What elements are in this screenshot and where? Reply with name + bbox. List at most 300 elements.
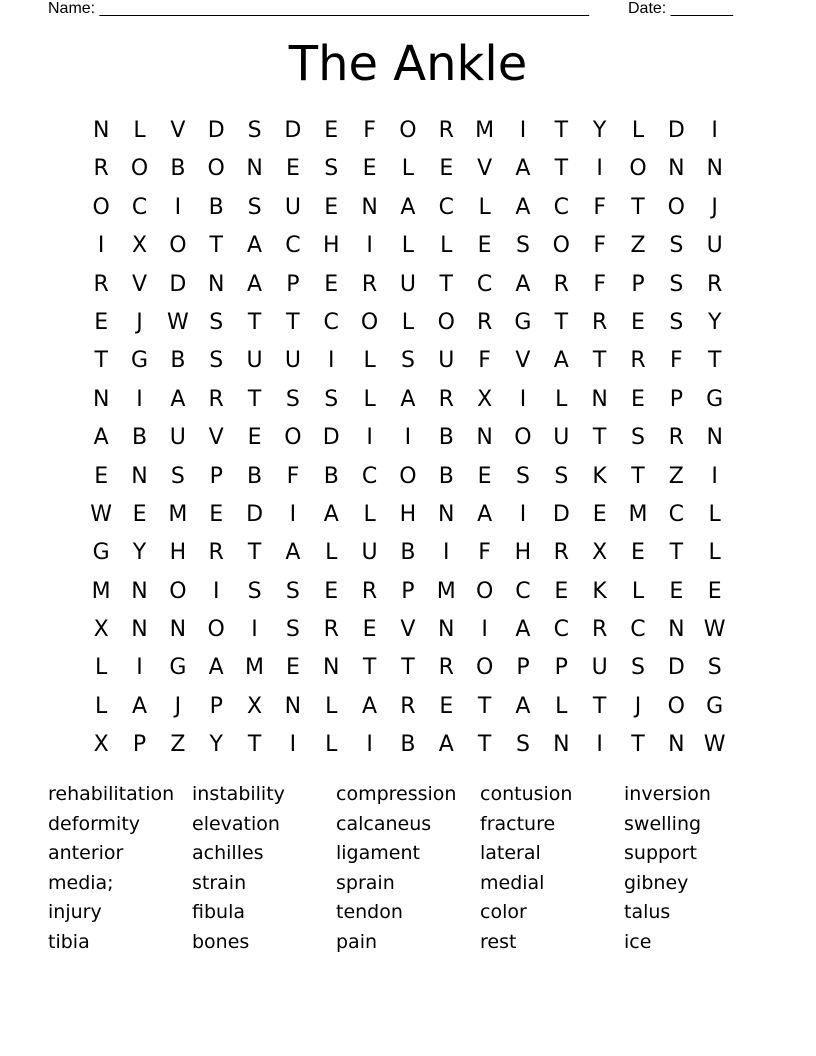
grid-letter: M [91, 578, 111, 604]
grid-letter: C [131, 194, 148, 220]
grid-letter: C [361, 463, 378, 489]
grid-letter: S [669, 271, 684, 297]
grid-letter: A [247, 271, 263, 297]
grid-letter: A [515, 693, 531, 719]
grid-letter: I [404, 425, 412, 451]
grid-letter: W [703, 617, 726, 643]
grid-letter: R [630, 348, 646, 374]
grid-letter: V [208, 425, 224, 451]
grid-letter: D [284, 118, 302, 143]
grid-letter: E [362, 617, 377, 643]
grid-letter: T [554, 156, 569, 182]
grid-letter: Y [132, 540, 147, 566]
grid-letter: A [400, 194, 416, 220]
grid-letter: O [169, 578, 187, 604]
word-list-item: rest [480, 930, 517, 953]
grid-letter: O [667, 194, 685, 220]
grid-letter: S [285, 386, 300, 412]
grid-letter: L [325, 693, 338, 719]
grid-letter: I [366, 732, 373, 758]
grid-letter: S [170, 463, 185, 489]
grid-letter: L [478, 194, 491, 220]
grid-letter: N [438, 617, 455, 643]
grid-letter: F [478, 540, 491, 566]
grid-letter: R [361, 578, 378, 604]
grid-letter: C [553, 617, 569, 643]
grid-letter: T [247, 386, 262, 412]
grid-letter: U [284, 194, 301, 220]
grid-letter: X [93, 732, 109, 758]
word-list-item: tendon [336, 901, 403, 924]
grid-letter: L [708, 540, 721, 566]
grid-letter: I [212, 578, 220, 604]
grid-row [82, 573, 734, 611]
grid-letter: C [476, 271, 493, 297]
grid-letter: U [706, 233, 723, 259]
grid-letter: X [247, 693, 263, 719]
grid-letter: A [208, 655, 224, 681]
grid-row [82, 266, 734, 304]
grid-row [82, 419, 734, 457]
grid-letter: H [169, 540, 187, 566]
grid-letter: N [476, 425, 493, 451]
grid-letter: I [97, 233, 105, 259]
grid-letter: A [438, 732, 454, 758]
grid-letter: E [554, 578, 569, 604]
grid-letter: G [514, 309, 532, 335]
grid-letter: L [363, 386, 376, 412]
word-list [48, 780, 788, 958]
grid-letter: F [363, 118, 376, 143]
grid-letter: E [439, 693, 454, 719]
grid-letter: E [362, 156, 377, 182]
grid-letter: U [591, 655, 608, 681]
grid-letter: N [323, 655, 340, 681]
grid-letter: O [437, 309, 455, 335]
grid-letter: L [401, 233, 415, 259]
grid-letter: L [555, 386, 568, 412]
word-list-item: ligament [336, 842, 420, 865]
grid-letter: L [325, 732, 338, 758]
grid-letter: X [592, 540, 608, 566]
grid-letter: A [515, 194, 531, 220]
word-list-item: elevation [192, 812, 280, 835]
grid-letter: S [247, 118, 262, 143]
grid-letter: E [132, 501, 147, 527]
grid-letter: P [209, 693, 223, 719]
grid-letter: I [366, 233, 373, 259]
grid-letter: T [439, 271, 453, 297]
word-list-item: strain [192, 871, 247, 894]
grid-letter: O [207, 156, 225, 182]
grid-letter: Y [707, 309, 722, 335]
grid-letter: E [247, 425, 262, 451]
grid-letter: R [361, 271, 378, 297]
grid-row [82, 227, 734, 265]
grid-letter: T [362, 655, 377, 681]
grid-letter: I [366, 425, 373, 451]
grid-letter: N [92, 386, 110, 412]
grid-letter: P [516, 655, 530, 681]
grid-letter: C [323, 309, 339, 335]
grid-letter: M [168, 501, 188, 527]
grid-letter: U [438, 348, 455, 374]
date-field: Date: _______ [628, 0, 733, 17]
grid-letter: F [593, 194, 606, 220]
grid-letter: C [515, 578, 531, 604]
grid-letter: B [400, 540, 416, 566]
grid-letter: A [170, 386, 186, 412]
grid-letter: I [289, 501, 297, 527]
grid-letter: J [711, 194, 718, 220]
grid-letter: T [247, 309, 262, 335]
grid-letter: S [247, 194, 262, 220]
grid-row [82, 304, 734, 342]
grid-letter: B [323, 463, 339, 489]
grid-row [82, 189, 734, 227]
grid-letter: T [669, 540, 684, 566]
grid-letter: O [130, 156, 149, 182]
grid-letter: A [362, 693, 378, 719]
grid-letter: N [131, 617, 148, 643]
grid-letter: N [131, 578, 148, 604]
grid-letter: T [592, 693, 607, 719]
grid-letter: R [591, 617, 608, 643]
grid-letter: S [669, 309, 684, 335]
grid-letter: R [438, 386, 454, 412]
word-list-item: anterior [48, 842, 124, 865]
grid-letter: B [208, 194, 224, 220]
grid-letter: E [324, 578, 339, 604]
grid-letter: U [361, 540, 378, 566]
grid-letter: O [92, 194, 110, 220]
grid-letter: N [668, 732, 685, 758]
grid-letter: T [554, 309, 569, 335]
grid-row [82, 112, 734, 150]
grid-letter: S [324, 386, 339, 412]
grid-letter: E [477, 463, 492, 489]
grid-letter: I [443, 540, 450, 566]
grid-letter: R [553, 540, 569, 566]
grid-letter: K [592, 463, 607, 489]
grid-letter: B [438, 425, 454, 451]
grid-letter: V [515, 348, 531, 374]
grid-letter: S [400, 348, 415, 374]
grid-letter: R [93, 156, 109, 182]
grid-letter: S [209, 309, 224, 335]
grid-letter: M [245, 655, 265, 681]
grid-letter: S [669, 233, 684, 259]
grid-letter: L [363, 501, 376, 527]
grid-letter: E [324, 271, 339, 297]
grid-letter: R [438, 118, 454, 143]
grid-letter: E [592, 501, 607, 527]
grid-letter: R [553, 271, 569, 297]
grid-letter: S [631, 655, 645, 681]
grid-letter: D [169, 271, 187, 297]
grid-letter: B [170, 348, 186, 374]
grid-letter: N [92, 118, 110, 143]
grid-letter: B [131, 425, 148, 451]
grid-letter: F [670, 348, 683, 374]
grid-letter: Z [170, 732, 186, 758]
grid-letter: I [174, 194, 182, 220]
grid-letter: S [554, 463, 569, 489]
grid-letter: F [478, 348, 491, 374]
grid-row [82, 496, 734, 534]
word-list-item: compression [336, 783, 457, 805]
grid-letter: P [669, 386, 683, 412]
word-list-item: fracture [480, 812, 556, 835]
grid-letter: I [136, 386, 143, 412]
grid-letter: I [519, 501, 527, 527]
grid-letter: G [706, 693, 724, 719]
grid-letter: N [131, 463, 148, 489]
grid-letter: X [93, 617, 109, 643]
grid-letter: V [131, 271, 148, 297]
grid-letter: P [554, 655, 568, 681]
word-list-item: achilles [192, 842, 264, 865]
grid-letter: N [207, 271, 225, 297]
grid-letter: A [553, 348, 569, 374]
word-list-item: swelling [624, 812, 702, 835]
grid-letter: H [514, 540, 532, 566]
grid-letter: T [247, 540, 262, 566]
word-list-item: rehabilitation [48, 783, 175, 805]
grid-letter: L [631, 118, 645, 143]
grid-letter: U [399, 271, 416, 297]
grid-letter: E [94, 309, 109, 335]
grid-letter: E [285, 156, 300, 182]
grid-row [82, 381, 734, 419]
grid-letter: N [668, 617, 685, 643]
grid-letter: E [707, 578, 722, 604]
grid-letter: I [711, 118, 718, 143]
grid-row [82, 534, 734, 572]
grid-letter: T [707, 348, 722, 374]
grid-letter: O [552, 233, 570, 259]
grid-letter: S [515, 732, 530, 758]
grid-letter: Y [209, 732, 223, 758]
grid-letter: B [170, 156, 186, 182]
grid-letter: J [174, 693, 182, 719]
grid-letter: L [133, 118, 146, 143]
grid-letter: Z [668, 463, 684, 489]
grid-letter: A [323, 501, 339, 527]
word-list-item: injury [48, 901, 102, 924]
grid-letter: S [631, 425, 645, 451]
grid-letter: E [209, 501, 224, 527]
grid-letter: I [136, 655, 143, 681]
grid-letter: T [247, 732, 262, 758]
grid-letter: C [285, 233, 301, 259]
grid-letter: A [515, 617, 531, 643]
grid-letter: E [669, 578, 684, 604]
grid-letter: H [322, 233, 340, 259]
grid-letter: L [708, 501, 721, 527]
grid-letter: L [95, 693, 108, 719]
grid-letter: O [360, 309, 379, 335]
grid-letter: S [515, 463, 530, 489]
word-list-item: inversion [624, 783, 711, 805]
grid-row [82, 611, 734, 649]
grid-letter: R [438, 655, 454, 681]
grid-letter: A [400, 386, 416, 412]
grid-letter: I [596, 156, 603, 182]
grid-letter: P [631, 271, 645, 297]
grid-letter: T [286, 309, 300, 335]
grid-letter: I [519, 118, 527, 143]
grid-letter: G [130, 348, 149, 374]
grid-letter: L [401, 309, 415, 335]
grid-letter: N [553, 732, 570, 758]
grid-letter: E [631, 386, 645, 412]
grid-letter: T [401, 655, 415, 681]
grid-letter: T [631, 194, 645, 220]
grid-letter: F [593, 271, 606, 297]
word-list-item: bones [192, 930, 250, 953]
word-list-item: sprain [336, 871, 395, 894]
grid-letter: M [628, 501, 648, 527]
grid-letter: I [519, 386, 527, 412]
grid-letter: L [631, 578, 645, 604]
grid-letter: L [555, 693, 568, 719]
grid-letter: A [477, 501, 493, 527]
grid-letter: N [706, 425, 723, 451]
grid-letter: T [631, 463, 645, 489]
grid-letter: I [596, 732, 603, 758]
grid-letter: L [95, 655, 108, 681]
grid-letter: T [477, 693, 492, 719]
word-list-item: support [624, 842, 697, 865]
grid-letter: P [209, 463, 223, 489]
grid-letter: T [592, 425, 607, 451]
grid-letter: U [553, 425, 570, 451]
word-list-item: talus [624, 901, 671, 924]
grid-letter: P [286, 271, 300, 297]
grid-letter: G [706, 386, 724, 412]
grid-row [82, 458, 734, 496]
grid-letter: X [477, 386, 493, 412]
word-list-item: media; [48, 871, 114, 894]
grid-letter: O [169, 233, 187, 259]
grid-letter: O [284, 425, 302, 451]
word-list-item: ice [624, 930, 652, 953]
grid-letter: R [668, 425, 684, 451]
grid-letter: S [209, 348, 224, 374]
grid-letter: R [707, 271, 723, 297]
grid-letter: A [515, 156, 531, 182]
grid-letter: E [477, 233, 492, 259]
grid-letter: D [207, 118, 225, 143]
grid-letter: P [401, 578, 415, 604]
grid-letter: T [631, 732, 645, 758]
grid-letter: C [438, 194, 454, 220]
letter-grid [82, 112, 734, 765]
grid-letter: D [552, 501, 570, 527]
grid-letter: U [246, 348, 263, 374]
grid-letter: R [323, 617, 339, 643]
grid-letter: A [131, 693, 148, 719]
grid-letter: T [554, 118, 569, 143]
page-title: The Ankle [288, 36, 528, 92]
word-list-item: fibula [192, 901, 245, 924]
grid-letter: J [136, 309, 143, 335]
grid-letter: W [166, 309, 189, 335]
grid-letter: N [591, 386, 608, 412]
worksheet-header [0, 0, 816, 20]
grid-letter: R [400, 693, 416, 719]
grid-letter: A [515, 271, 531, 297]
grid-letter: U [284, 348, 301, 374]
word-list-item: gibney [624, 871, 689, 894]
grid-letter: C [668, 501, 685, 527]
grid-letter: G [92, 540, 110, 566]
grid-letter: D [667, 118, 685, 143]
grid-letter: D [322, 425, 340, 451]
grid-letter: S [515, 233, 530, 259]
grid-letter: S [707, 655, 722, 681]
grid-row [82, 342, 734, 380]
word-list-item: instability [192, 783, 285, 805]
grid-row [82, 688, 734, 726]
grid-letter: A [247, 233, 263, 259]
grid-letter: F [286, 463, 300, 489]
grid-letter: T [477, 732, 492, 758]
grid-letter: B [247, 463, 263, 489]
word-list-item: contusion [480, 783, 573, 805]
grid-letter: O [667, 693, 685, 719]
grid-letter: S [324, 156, 339, 182]
grid-letter: V [477, 156, 493, 182]
grid-letter: P [132, 732, 147, 758]
grid-letter: L [363, 348, 376, 374]
grid-letter: U [169, 425, 186, 451]
grid-letter: O [475, 655, 494, 681]
word-list-item: medial [480, 871, 545, 894]
grid-letter: O [399, 463, 417, 489]
grid-letter: O [514, 425, 532, 451]
grid-letter: H [399, 501, 417, 527]
grid-letter: L [401, 156, 415, 182]
grid-letter: E [324, 118, 339, 143]
grid-letter: O [207, 617, 225, 643]
grid-letter: N [438, 501, 455, 527]
grid-letter: E [324, 194, 339, 220]
grid-letter: J [634, 693, 642, 719]
grid-letter: T [592, 348, 607, 374]
grid-letter: I [251, 617, 258, 643]
grid-row [82, 649, 734, 687]
name-field: Name: _______________________________________________________ [48, 0, 589, 17]
grid-letter: N [169, 617, 187, 643]
grid-letter: S [285, 578, 300, 604]
grid-letter: G [169, 655, 187, 681]
word-list-item: calcaneus [336, 812, 432, 835]
word-list-item: tibia [48, 930, 90, 953]
grid-letter: Y [592, 118, 607, 143]
grid-letter: I [481, 617, 488, 643]
grid-letter: N [246, 156, 263, 182]
grid-letter: R [476, 309, 493, 335]
grid-letter: B [438, 463, 454, 489]
grid-letter: L [325, 540, 338, 566]
grid-letter: M [475, 118, 495, 143]
word-list-item: pain [336, 930, 378, 953]
grid-letter: A [285, 540, 301, 566]
grid-letter: C [553, 194, 569, 220]
word-list-item: deformity [48, 812, 141, 835]
